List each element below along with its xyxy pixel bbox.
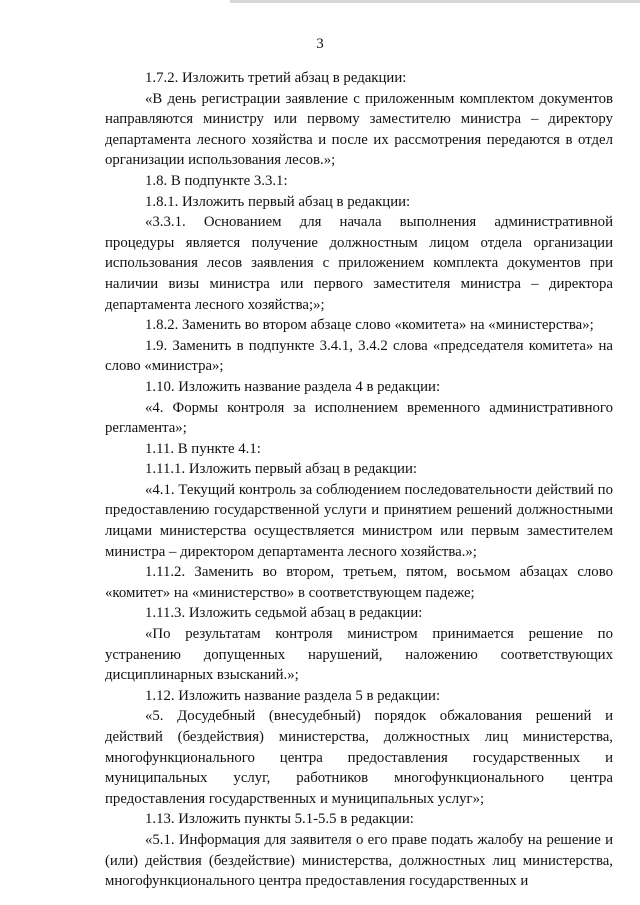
paragraph: «4. Формы контроля за исполнением временного административного регламента»; bbox=[105, 399, 613, 437]
paragraph: «В день регистрации заявление с приложенным комплектом документов направляются министру или первому заместителю министра – директору департамента лесного хозяйства и после их рассмотрения передаются в отдел организации использования лесов.»; bbox=[105, 90, 613, 169]
paragraph: «5. Досудебный (внесудебный) порядок обжалования решений и действий (бездействия) министерства, должностных лиц министерства, многофункционального центра предоставления государственных и муниципальных услуг, работников многофункционального центра предоставления государственных и муниципальных услуг»; bbox=[105, 708, 613, 807]
scan-edge-line bbox=[230, 0, 640, 3]
paragraph: 1.8.2. Заменить во втором абзаце слово «комитета» на «министерства»; bbox=[145, 317, 594, 334]
paragraph: 1.10. Изложить название раздела 4 в редакции: bbox=[145, 378, 441, 395]
page-number: 3 bbox=[316, 36, 324, 52]
paragraph: «5.1. Информация для заявителя о его праве подать жалобу на решение и (или) действия (бездействие) министерства, должностных лиц министерства, многофункционального центра предоставления государственных и bbox=[105, 831, 613, 890]
paragraph: 1.11.3. Изложить седьмой абзац в редакции: bbox=[145, 605, 423, 622]
paragraph: «По результатам контроля министром принимается решение по устранению допущенных нарушений, наложению соответствующих дисциплинарных взысканий.»; bbox=[105, 626, 613, 684]
document-body bbox=[105, 68, 613, 892]
paragraph: «4.1. Текущий контроль за соблюдением последовательности действий по предоставлению государственной услуги и принятием решений должностными лицами министерства осуществляется министром или первым заместителем министра – директором департамента лесного хозяйства.»; bbox=[105, 481, 613, 560]
paragraph: 1.11.2. Заменить во втором, третьем, пятом, восьмом абзацах слово «комитет» на «министерство» в соответствующем падеже; bbox=[105, 564, 613, 601]
paragraph: 1.8. В подпункте 3.3.1: bbox=[145, 172, 288, 189]
paragraph: 1.11. В пункте 4.1: bbox=[145, 440, 261, 457]
paragraph: 1.8.1. Изложить первый абзац в редакции: bbox=[145, 193, 411, 210]
paragraph: 1.11.1. Изложить первый абзац в редакции: bbox=[145, 461, 418, 478]
paragraph: 1.13. Изложить пункты 5.1-5.5 в редакции: bbox=[145, 811, 414, 828]
paragraph: 1.9. Заменить в подпункте 3.4.1, 3.4.2 слова «председателя комитета» на слово «министра»; bbox=[105, 337, 613, 375]
paragraph: «3.3.1. Основанием для начала выполнения административной процедуры является получение должностным лицом отдела организации использования лесов заявления с приложением комплекта документов при наличии визы министра или первого заместителя министра – директора департамента лесного хозяйства;»; bbox=[105, 214, 613, 313]
paragraph: 1.12. Изложить название раздела 5 в редакции: bbox=[145, 687, 441, 704]
paragraph: 1.7.2. Изложить третий абзац в редакции: bbox=[145, 70, 407, 86]
